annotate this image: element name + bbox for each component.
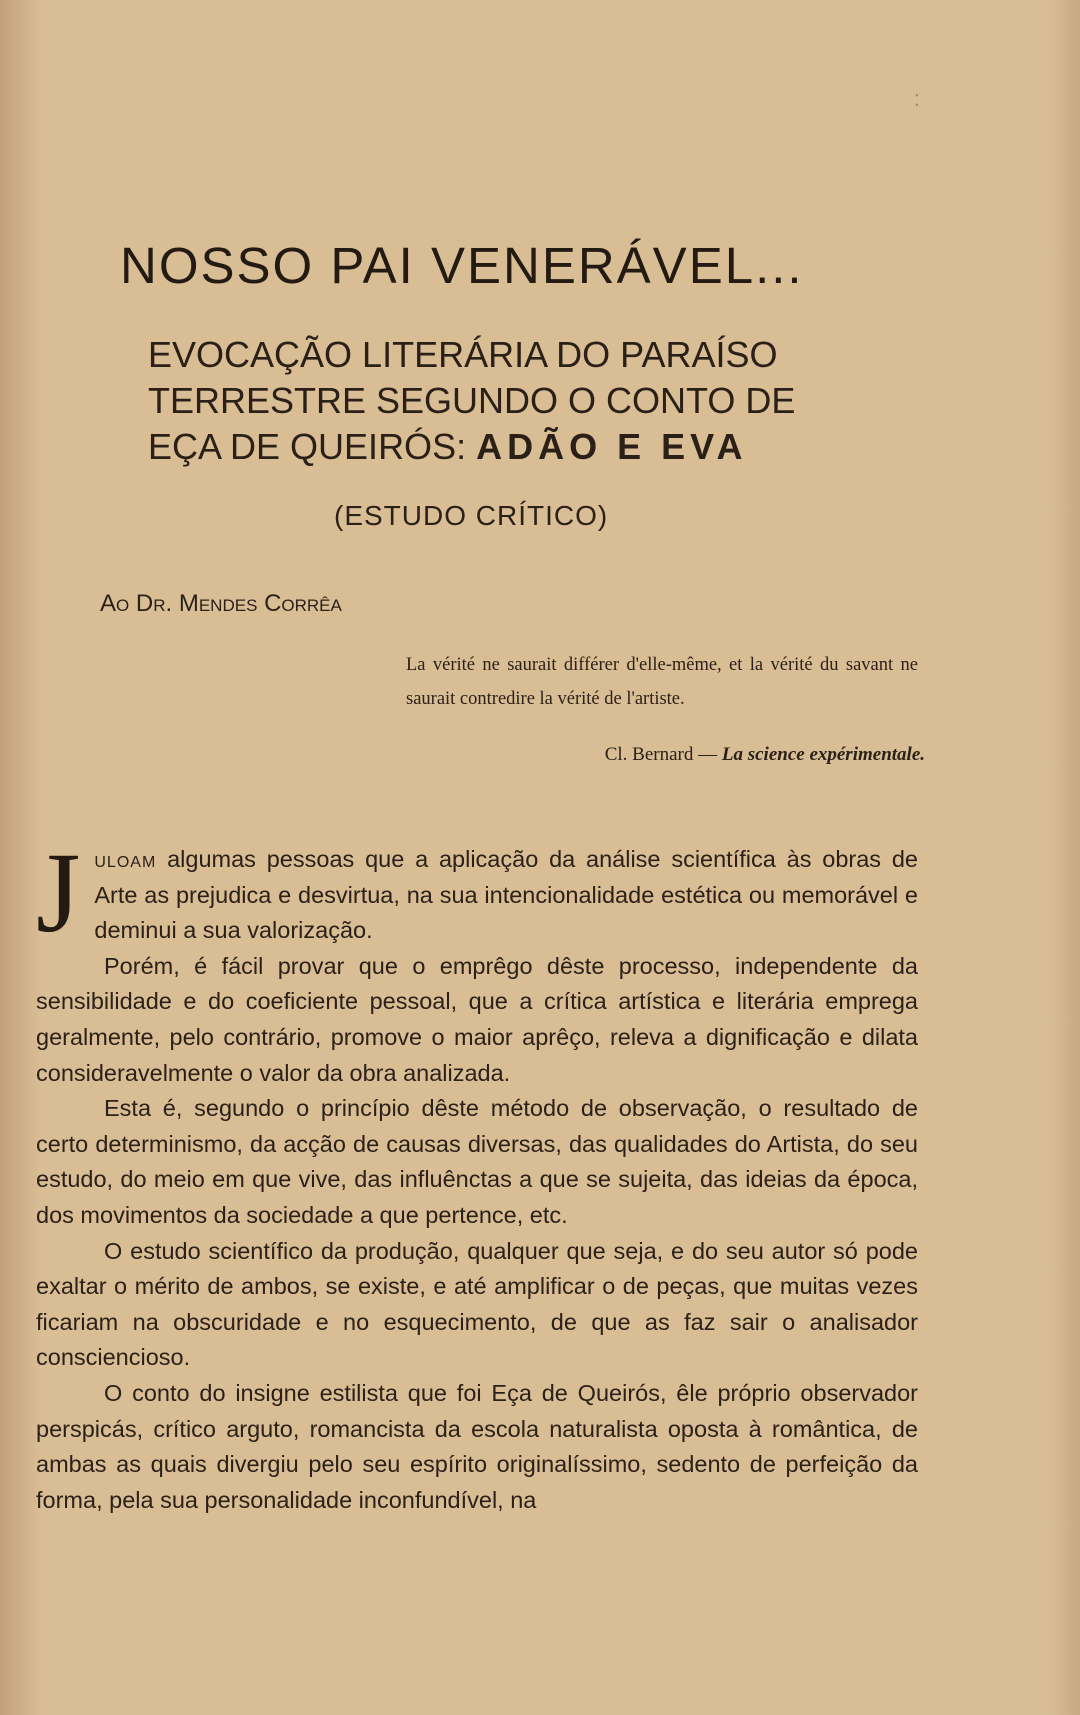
epigraph-citation	[605, 744, 925, 766]
paragraph-3: Esta é, segundo o princípio dêste método de observação, o resultado de certo determinismo, da acção de causas diversas, das qualidades do Artista, do seu estudo, do meio em que vive, das influênctas a que se sujeita, das ideias da época, dos movimentos da sociedade a que pertence, etc.	[36, 1095, 918, 1228]
page-number: :	[913, 86, 920, 111]
subtitle-line-3-plain: EÇA DE QUEIRÓS:	[148, 426, 477, 467]
paragraph-4: O estudo scientífico da produção, qualquer que seja, e do seu autor só pode exaltar o mérito de ambos, se existe, e até amplificar o de peças, que muitas vezes ficariam na obscuridade e no esquecimento, de que as faz sair o analisador consciencioso.	[36, 1237, 918, 1371]
subtitle-line-1: EVOCAÇÃO LITERÁRIA DO PARAÍSO	[148, 334, 778, 375]
article-body	[36, 829, 918, 1518]
epigraph-author: Cl. Bernard —	[604, 744, 722, 765]
paragraph-5: O conto do insigne estilista que foi Eça de Queirós, êle próprio observador perspicás, crítico arguto, romancista da escola naturalista oposta à romântica, de ambas as quais divergiu pelo seu espírito originalíssimo, sedento de perfeição da forma, pela sua personalidade inconfundível, na	[36, 1379, 918, 1513]
subtitle-line-3-bold: ADÃO E EVA	[476, 426, 748, 467]
epigraph-source: La science expérimentale.	[721, 744, 925, 765]
paragraph-2: Porém, é fácil provar que o emprêgo dêste processo, independente da sensibilidade e do coeficiente pessoal, que a crítica artística e literária emprega geralmente, pelo contrário, promove o maior aprêço, releva a dignificação e dilata consideravelmente o valor da obra analizada.	[36, 952, 918, 1086]
epigraph-quote: La vérité ne saurait différer d'elle-même, et la vérité du savant ne saurait contredire la vérité de l'artiste.	[406, 655, 918, 709]
article-title: NOSSO PAI VENERÁVEL...	[120, 237, 804, 294]
study-label: (ESTUDO CRÍTICO)	[334, 500, 609, 531]
paragraph-1	[36, 829, 918, 956]
drop-cap: J	[36, 829, 81, 956]
subtitle-line-3	[148, 424, 795, 470]
dedication: Ao Dr. Mendes Corrêa	[100, 590, 342, 617]
paragraph-1-text: algumas pessoas que a aplicação da análise scientífica às obras de Arte as prejudica e desvirtua, na sua intencionalidade estética ou memorável e deminui a sua valorização.	[94, 846, 918, 944]
subtitle-line-2: TERRESTRE SEGUNDO O CONTO DE	[148, 380, 796, 421]
paragraph-1-lead: uloam	[94, 846, 157, 872]
article-subtitle	[148, 332, 795, 470]
